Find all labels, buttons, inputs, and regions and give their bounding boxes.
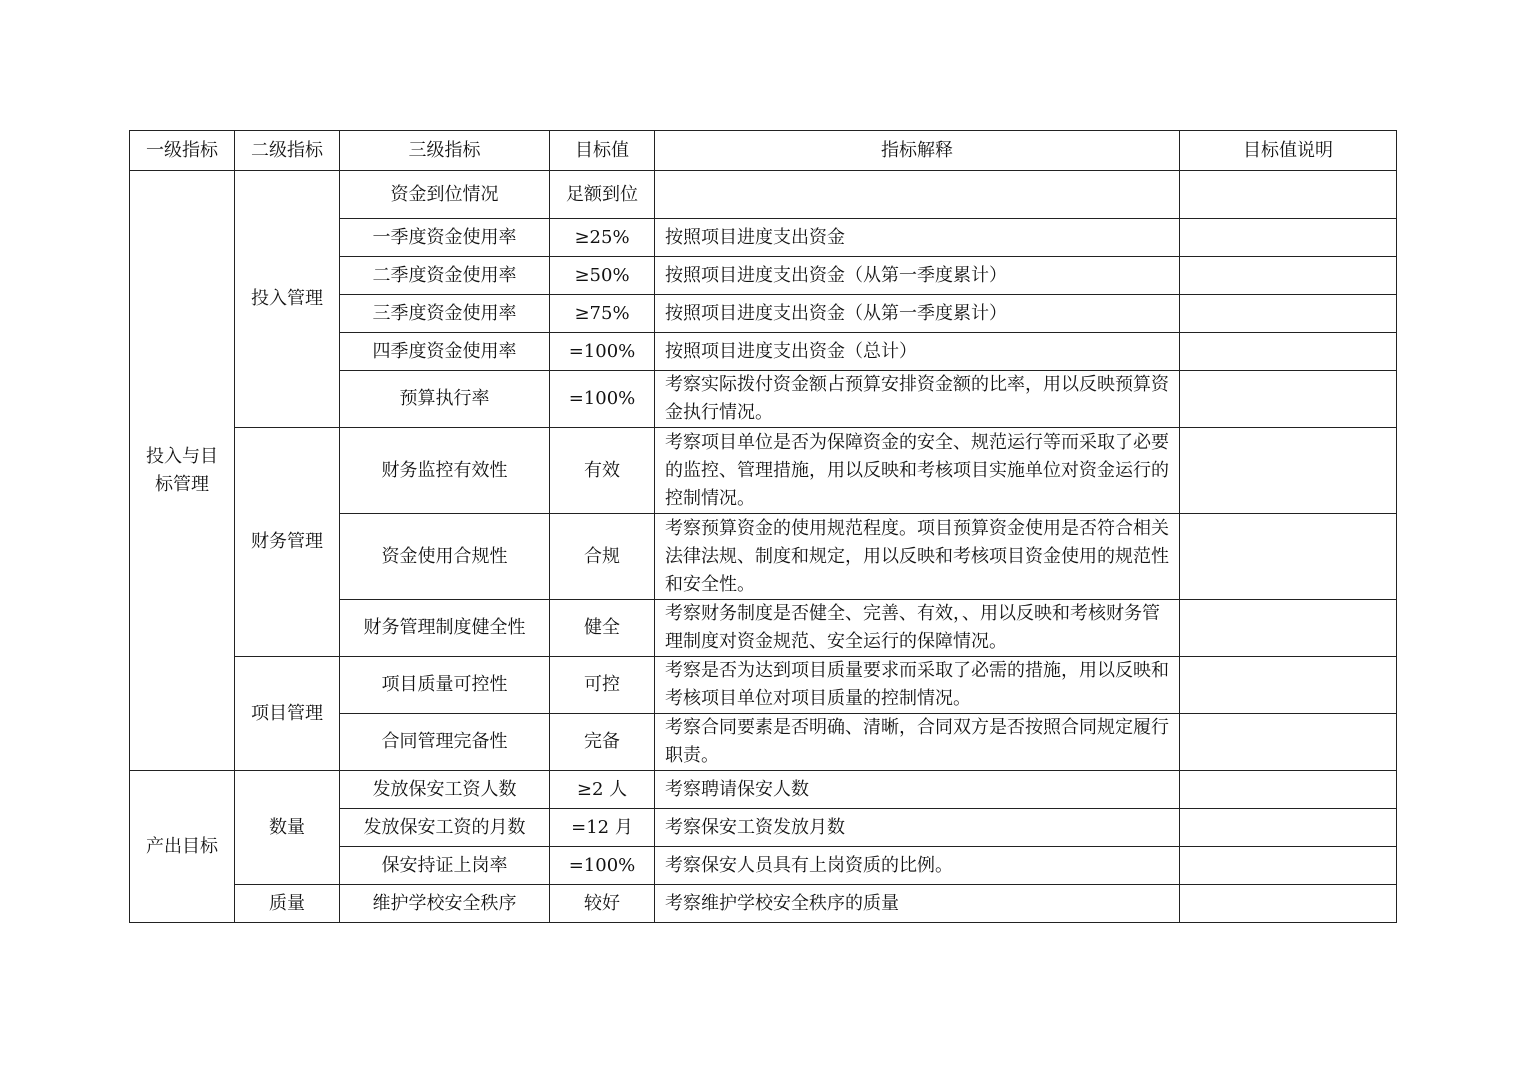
level3-cell: 财务管理制度健全性 (340, 600, 550, 657)
explain-cell: 考察保安工资发放月数 (655, 809, 1180, 847)
table-row (130, 657, 1397, 714)
target-cell: 足额到位 (550, 171, 655, 219)
target-cell: ≥75% (550, 295, 655, 333)
target-cell: 合规 (550, 514, 655, 600)
explain-cell: 考察实际拨付资金额占预算安排资金额的比率，用以反映预算资金执行情况。 (655, 371, 1180, 428)
explain-cell: 考察项目单位是否为保障资金的安全、规范运行等而采取了必要的监控、管理措施，用以反映和考核项目实施单位对资金运行的控制情况。 (655, 428, 1180, 514)
group-output: 产出目标 (130, 771, 235, 923)
header-row (130, 131, 1397, 171)
table-row (130, 428, 1397, 514)
level3-cell: 资金使用合规性 (340, 514, 550, 600)
header-level3: 三级指标 (340, 131, 550, 171)
target-cell: =100% (550, 847, 655, 885)
level3-cell: 财务监控有效性 (340, 428, 550, 514)
target-cell: 健全 (550, 600, 655, 657)
note-cell (1180, 171, 1397, 219)
target-cell: 完备 (550, 714, 655, 771)
header-explain: 指标解释 (655, 131, 1180, 171)
level3-cell: 合同管理完备性 (340, 714, 550, 771)
level3-cell: 二季度资金使用率 (340, 257, 550, 295)
explain-cell: 考察保安人员具有上岗资质的比例。 (655, 847, 1180, 885)
subgroup-quantity: 数量 (235, 771, 340, 885)
note-cell (1180, 333, 1397, 371)
level3-cell: 发放保安工资人数 (340, 771, 550, 809)
note-cell (1180, 428, 1397, 514)
explain-cell: 按照项目进度支出资金（从第一季度累计） (655, 295, 1180, 333)
group-input-target: 投入与目标管理 (130, 171, 235, 771)
explain-cell (655, 171, 1180, 219)
header-level2: 二级指标 (235, 131, 340, 171)
subgroup-quality: 质量 (235, 885, 340, 923)
table-row (130, 885, 1397, 923)
level3-cell: 一季度资金使用率 (340, 219, 550, 257)
header-level1: 一级指标 (130, 131, 235, 171)
target-cell: 有效 (550, 428, 655, 514)
subgroup-finance-mgmt: 财务管理 (235, 428, 340, 657)
target-cell: ≥2 人 (550, 771, 655, 809)
explain-cell: 考察是否为达到项目质量要求而采取了必需的措施，用以反映和考核项目单位对项目质量的控制情况。 (655, 657, 1180, 714)
note-cell (1180, 219, 1397, 257)
target-cell: =100% (550, 371, 655, 428)
explain-cell: 考察维护学校安全秩序的质量 (655, 885, 1180, 923)
subgroup-project-mgmt: 项目管理 (235, 657, 340, 771)
note-cell (1180, 847, 1397, 885)
note-cell (1180, 600, 1397, 657)
level3-cell: 项目质量可控性 (340, 657, 550, 714)
level3-cell: 维护学校安全秩序 (340, 885, 550, 923)
table-row (130, 771, 1397, 809)
explain-cell: 按照项目进度支出资金（总计） (655, 333, 1180, 371)
target-cell: 较好 (550, 885, 655, 923)
note-cell (1180, 809, 1397, 847)
explain-cell: 按照项目进度支出资金 (655, 219, 1180, 257)
note-cell (1180, 514, 1397, 600)
explain-cell: 考察聘请保安人数 (655, 771, 1180, 809)
table-row (130, 171, 1397, 219)
note-cell (1180, 657, 1397, 714)
note-cell (1180, 885, 1397, 923)
note-cell (1180, 295, 1397, 333)
header-note: 目标值说明 (1180, 131, 1397, 171)
note-cell (1180, 257, 1397, 295)
explain-cell: 考察财务制度是否健全、完善、有效，、用以反映和考核财务管理制度对资金规范、安全运行的保障情况。 (655, 600, 1180, 657)
target-cell: 可控 (550, 657, 655, 714)
target-cell: ≥50% (550, 257, 655, 295)
target-cell: ≥25% (550, 219, 655, 257)
subgroup-input-mgmt: 投入管理 (235, 171, 340, 428)
note-cell (1180, 714, 1397, 771)
level3-cell: 预算执行率 (340, 371, 550, 428)
target-cell: =12 月 (550, 809, 655, 847)
indicator-table (129, 130, 1397, 923)
level3-cell: 保安持证上岗率 (340, 847, 550, 885)
level3-cell: 发放保安工资的月数 (340, 809, 550, 847)
level3-cell: 资金到位情况 (340, 171, 550, 219)
level3-cell: 四季度资金使用率 (340, 333, 550, 371)
target-cell: =100% (550, 333, 655, 371)
header-target: 目标值 (550, 131, 655, 171)
explain-cell: 按照项目进度支出资金（从第一季度累计） (655, 257, 1180, 295)
level3-cell: 三季度资金使用率 (340, 295, 550, 333)
explain-cell: 考察合同要素是否明确、清晰，合同双方是否按照合同规定履行职责。 (655, 714, 1180, 771)
note-cell (1180, 371, 1397, 428)
note-cell (1180, 771, 1397, 809)
explain-cell: 考察预算资金的使用规范程度。项目预算资金使用是否符合相关法律法规、制度和规定，用以反映和考核项目资金使用的规范性和安全性。 (655, 514, 1180, 600)
